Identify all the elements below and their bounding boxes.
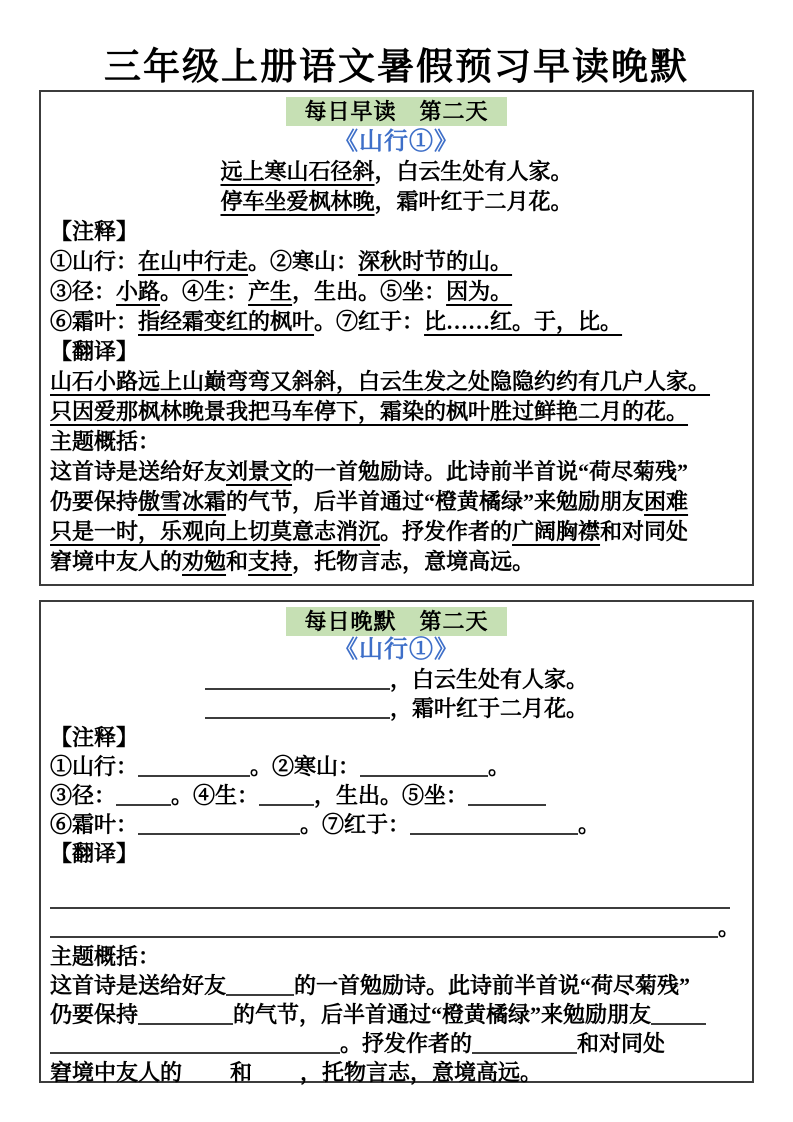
evening-translation-label: 【翻译】 — [50, 841, 139, 866]
text-run: ⑥霜叶： — [50, 309, 139, 334]
evening-header-line — [50, 607, 743, 636]
text-run: 和 — [230, 1060, 253, 1085]
blank-fill-field — [50, 889, 730, 909]
text-run: 和 — [226, 549, 249, 574]
text-run: ，生出。⑤坐： — [314, 783, 469, 808]
text-run: 。⑦红于： — [300, 812, 411, 837]
morning-theme-label: 主题概括： — [50, 429, 161, 454]
underlined-text-run: 傲雪冰霜 — [138, 489, 227, 514]
evening-theme-line-2 — [50, 1000, 743, 1029]
morning-translation-line-2 — [50, 397, 743, 427]
underlined-text-run: 产生 — [248, 279, 293, 304]
morning-theme-line-1 — [50, 457, 743, 487]
blank-fill-field — [468, 786, 546, 806]
text-run: 仍要保持 — [50, 1002, 139, 1027]
text-run: 。 — [578, 812, 601, 837]
text-run: ，霜叶红于二月花。 — [389, 696, 588, 721]
text-run: 的一首勉励诗。此诗前半首说“荷尽菊残” — [292, 459, 689, 484]
evening-theme-label: 主题概括： — [50, 944, 161, 969]
morning-note-line-3 — [50, 307, 743, 337]
underlined-text-run: 小路 — [116, 279, 161, 304]
text-run: ③径： — [50, 783, 117, 808]
text-run: ，白云生处有人家。 — [389, 667, 588, 692]
text-run: 。抒发作者的 — [340, 1031, 473, 1056]
blank-fill-field — [138, 757, 250, 777]
text-run: 。抒发作者的 — [380, 519, 513, 544]
evening-header-badge: 每日晚默 第二天 — [286, 607, 506, 636]
blank-fill-field — [651, 1005, 706, 1025]
morning-theme-line-3 — [50, 517, 743, 547]
blank-fill-field — [116, 786, 171, 806]
text-run: ⑥霜叶： — [50, 812, 139, 837]
text-run: 。④生： — [160, 279, 249, 304]
blank-fill-field — [410, 815, 578, 835]
text-run: ③径： — [50, 279, 117, 304]
blank-fill-field — [205, 699, 390, 719]
evening-notes-label: 【注释】 — [50, 725, 139, 750]
evening-poem-blank-line-1 — [50, 665, 743, 694]
morning-note-line-2 — [50, 277, 743, 307]
text-run: 。⑦红于： — [314, 309, 425, 334]
underlined-text-run: 远上寒山石径斜 — [220, 159, 375, 184]
blank-fill-field — [226, 976, 294, 996]
underlined-text-run: 山石小路远上山巅弯弯又斜斜，白云生发之处隐隐约约有几户人家。 — [50, 369, 711, 394]
text-run: 。②寒山： — [248, 249, 359, 274]
underlined-text-run: 比……红。于，比。 — [424, 309, 623, 334]
blank-fill-field — [259, 786, 314, 806]
text-run: 。④生： — [171, 783, 260, 808]
evening-note-line-2 — [50, 781, 743, 810]
blank-fill-field — [360, 757, 488, 777]
morning-header-badge: 每日早读 第二天 — [286, 97, 506, 126]
morning-poem-title: 《山行①》 — [334, 129, 459, 155]
text-run: ，托物言志，意境高远。 — [292, 549, 535, 574]
text-run: 。②寒山： — [250, 754, 361, 779]
text-run: 窘境中友人的 — [50, 549, 183, 574]
text-run: 。 — [718, 915, 741, 940]
text-run: ①山行： — [50, 249, 139, 274]
morning-note-line-1 — [50, 247, 743, 277]
underlined-text-run: 指经霜变红的枫叶 — [138, 309, 315, 334]
text-run: 的一首勉励诗。此诗前半首说“荷尽菊残” — [294, 973, 691, 998]
blank-fill-field — [252, 1063, 300, 1083]
evening-theme-line-3 — [50, 1029, 743, 1058]
evening-theme-line-1 — [50, 971, 743, 1000]
underlined-text-run: 停车坐爱枫林晚 — [220, 189, 375, 214]
evening-poem-title: 《山行①》 — [334, 637, 459, 663]
blank-fill-field — [50, 1034, 340, 1054]
blank-fill-field — [205, 670, 390, 690]
underlined-text-run: 深秋时节的山。 — [358, 249, 513, 274]
morning-theme-line-2 — [50, 487, 743, 517]
evening-poem-blank-line-2 — [50, 694, 743, 723]
blank-fill-field — [138, 1005, 233, 1025]
text-run: 和对同处 — [600, 519, 689, 544]
text-run: 。 — [488, 754, 511, 779]
blank-fill-field — [50, 918, 718, 938]
evening-theme-line-4 — [50, 1058, 743, 1087]
underlined-text-run: 困难 — [644, 489, 689, 514]
underlined-text-run: 支持 — [248, 549, 293, 574]
text-run: ，生出。⑤坐： — [292, 279, 447, 304]
morning-notes-label: 【注释】 — [50, 219, 139, 244]
evening-note-line-3 — [50, 810, 743, 839]
underlined-text-run: 只因爱那枫林晚景我把马车停下，霜染的枫叶胜过鲜艳二月的花。 — [50, 399, 689, 424]
morning-translation-label: 【翻译】 — [50, 339, 139, 364]
morning-header-line — [50, 97, 743, 127]
blank-fill-field — [472, 1034, 577, 1054]
underlined-text-run: 在山中行走 — [138, 249, 249, 274]
text-run: 的气节，后半首通过“橙黄橘绿”来勉励朋友 — [233, 1002, 652, 1027]
morning-poem-line-1 — [50, 157, 743, 187]
page-title: 三年级上册语文暑假预习早读晚默 — [104, 47, 689, 88]
underlined-text-run: 劝勉 — [182, 549, 227, 574]
evening-translation-rule-2 — [50, 913, 743, 942]
text-run: ，霜叶红于二月花。 — [374, 189, 573, 214]
evening-translation-rule-1 — [50, 884, 743, 913]
morning-theme-line-4 — [50, 547, 743, 577]
underlined-text-run: 只是一时，乐观向上切莫意志消沉 — [50, 519, 381, 544]
evening-note-line-1 — [50, 752, 743, 781]
text-run: ①山行： — [50, 754, 139, 779]
text-run: 的气节，后半首通过“橙黄橘绿”来勉励朋友 — [226, 489, 645, 514]
text-run: 和对同处 — [577, 1031, 666, 1056]
underlined-text-run: 刘景文 — [226, 459, 293, 484]
underlined-text-run: 因为。 — [446, 279, 513, 304]
morning-poem-line-2 — [50, 187, 743, 217]
text-run: 这首诗是送给好友 — [50, 973, 227, 998]
evening-dictation-card — [39, 600, 754, 1083]
morning-reading-card — [39, 90, 754, 586]
text-run: 这首诗是送给好友 — [50, 459, 227, 484]
blank-fill-field — [182, 1063, 230, 1083]
text-run: ，托物言志，意境高远。 — [300, 1060, 543, 1085]
text-run: 仍要保持 — [50, 489, 139, 514]
text-run: ，白云生处有人家。 — [374, 159, 573, 184]
blank-fill-field — [138, 815, 300, 835]
text-run: 窘境中友人的 — [50, 1060, 183, 1085]
underlined-text-run: 广阔胸襟 — [512, 519, 601, 544]
morning-translation-line-1 — [50, 367, 743, 397]
